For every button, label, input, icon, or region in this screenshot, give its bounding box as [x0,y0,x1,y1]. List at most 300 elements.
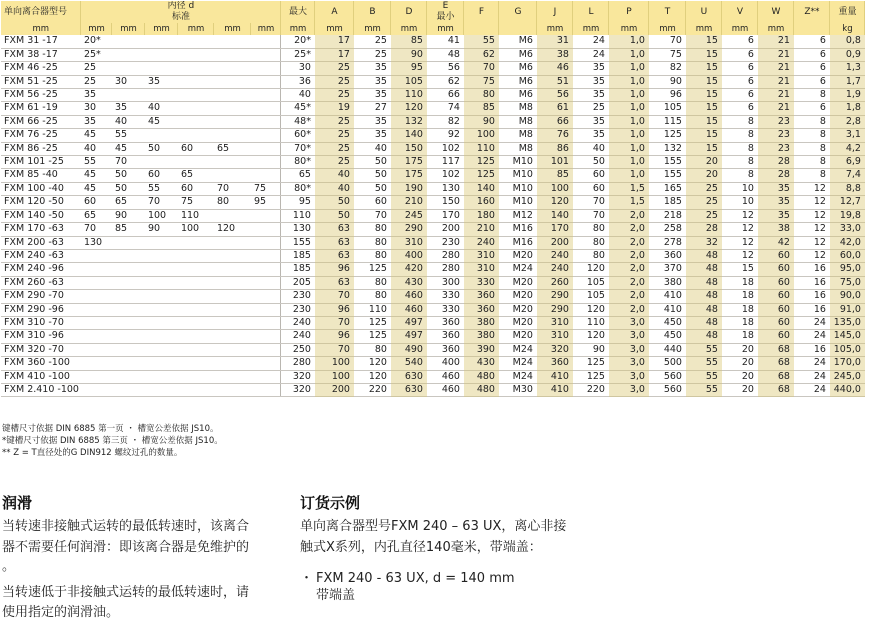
value-cell [251,169,281,182]
value-cell: 95 [251,196,281,209]
value-cell: 240 [537,249,573,262]
value-cell: 630 [391,383,427,396]
value-cell: 400 [391,249,427,262]
header-J: J [537,1,573,23]
value-cell [145,263,178,276]
value-cell: 56 [427,62,464,75]
model-cell: FXM 101 -25 [1,156,81,169]
value-cell: 35 [145,75,178,88]
value-cell: 15 [686,115,722,128]
value-cell: 140 [537,209,573,222]
value-cell: 10 [722,196,758,209]
table-row [1,223,865,236]
value-cell [251,263,281,276]
value-cell: 25 [686,196,722,209]
order-title: 订货示例 [300,494,361,512]
header-W: W [758,1,794,23]
unit-cell [794,23,830,35]
value-cell: 95 [391,62,427,75]
value-cell: 46 [537,62,573,75]
value-cell: 75 [178,196,214,209]
value-cell: 100 [145,209,178,222]
value-cell: 70 [464,62,499,75]
value-cell [112,316,145,329]
value-cell [251,115,281,128]
value-cell [214,290,251,303]
model-cell: FXM 360 -100 [1,357,81,370]
value-cell: 15 [722,263,758,276]
value-cell [178,330,214,343]
value-cell: 45* [281,102,315,115]
footnote-3: ** Z = T直径处的G DIN912 螺纹过孔的数量。 [2,448,183,458]
value-cell: 55 [686,383,722,396]
value-cell: 12,7 [830,196,865,209]
value-cell: 6 [722,75,758,88]
value-cell: 105 [573,276,609,289]
value-cell [112,276,145,289]
value-cell [214,102,251,115]
value-cell: 51 [537,75,573,88]
value-cell: 310 [537,330,573,343]
value-cell: 60* [281,129,315,142]
value-cell [214,115,251,128]
value-cell: 35 [354,75,391,88]
value-cell: 80 [354,236,391,249]
value-cell: 31 [537,35,573,48]
value-cell [178,48,214,61]
value-cell: 140 [391,129,427,142]
table-row [1,115,865,128]
value-cell [112,343,145,356]
value-cell: 80 [354,290,391,303]
value-cell: 60 [81,196,112,209]
value-cell: 320 [281,383,315,396]
unit-cell: mm [1,23,81,35]
value-cell: 20 [686,156,722,169]
table-row [1,62,865,75]
value-cell [251,290,281,303]
value-cell: 3,0 [609,343,649,356]
value-cell: 25* [81,48,112,61]
value-cell: 132 [391,115,427,128]
value-cell: 2,0 [609,249,649,262]
value-cell: 50 [354,156,391,169]
unit-cell: mm [609,23,649,35]
value-cell: 120 [537,196,573,209]
value-cell: 96 [315,303,354,316]
value-cell: 490 [391,343,427,356]
table-row [1,249,865,262]
value-cell: 25 [354,35,391,48]
value-cell: 16 [794,263,830,276]
value-cell: 76 [537,129,573,142]
value-cell: 85 [391,35,427,48]
value-cell: 35 [573,129,609,142]
value-cell: 460 [391,290,427,303]
value-cell: 60 [758,290,794,303]
value-cell: 70 [354,209,391,222]
value-cell [178,303,214,316]
value-cell: 3,0 [609,383,649,396]
value-cell: 480 [464,370,499,383]
value-cell: 90 [649,75,686,88]
value-cell: 65 [178,169,214,182]
value-cell: 560 [649,370,686,383]
value-cell: 130 [81,236,112,249]
model-cell: FXM 100 -40 [1,182,81,195]
table-row [1,75,865,88]
value-cell: 23 [758,129,794,142]
value-cell: 30 [112,75,145,88]
table-row [1,182,865,195]
value-cell: 12 [722,209,758,222]
value-cell: 1,7 [830,75,865,88]
value-cell: 2,0 [609,303,649,316]
value-cell: 25 [315,156,354,169]
value-cell: 200 [427,223,464,236]
value-cell: 185 [649,196,686,209]
value-cell: 0,9 [830,48,865,61]
value-cell: 125 [464,169,499,182]
header-U: U [686,1,722,23]
value-cell: 50 [145,142,178,155]
value-cell [214,330,251,343]
value-cell: 1,8 [830,102,865,115]
value-cell [251,129,281,142]
value-cell [178,290,214,303]
value-cell [214,263,251,276]
table-row [1,276,865,289]
value-cell: 110 [281,209,315,222]
value-cell: 68 [758,370,794,383]
value-cell: 1,0 [609,102,649,115]
value-cell [251,223,281,236]
value-cell: 50 [112,169,145,182]
value-cell [251,343,281,356]
value-cell: 20 [722,343,758,356]
value-cell [112,303,145,316]
value-cell [112,383,145,396]
value-cell: 1,0 [609,62,649,75]
value-cell: 1,0 [609,89,649,102]
footnote-1: 键槽尺寸依据 DIN 6885 第一页 ・ 槽宽公差依据 JS10。 [2,424,219,434]
value-cell: M24 [499,357,537,370]
value-cell: 55 [686,343,722,356]
value-cell: 17 [315,48,354,61]
header-max: 最大 [281,1,315,23]
value-cell: 170,0 [830,357,865,370]
value-cell: 400 [427,357,464,370]
value-cell: 240 [537,263,573,276]
value-cell [214,370,251,383]
value-cell [81,263,112,276]
value-cell: 25 [81,62,112,75]
unit-cell: mm [315,23,354,35]
value-cell: 8 [794,115,830,128]
table-row [1,316,865,329]
value-cell [81,249,112,262]
value-cell: 70 [573,196,609,209]
value-cell [145,62,178,75]
table-row [1,169,865,182]
value-cell [112,290,145,303]
value-cell: 60 [573,169,609,182]
value-cell: 60 [354,196,391,209]
value-cell: 360 [537,357,573,370]
value-cell: 25 [315,62,354,75]
value-cell: 40 [315,169,354,182]
value-cell: 55 [686,357,722,370]
value-cell: 430 [464,357,499,370]
value-cell: M20 [499,316,537,329]
value-cell: 60 [178,142,214,155]
value-cell: 63 [315,223,354,236]
unit-cell: mm [573,23,609,35]
value-cell: 190 [391,182,427,195]
value-cell: 110 [573,316,609,329]
value-cell: 310 [391,236,427,249]
value-cell: 1,5 [609,196,649,209]
value-cell: 60 [758,249,794,262]
value-cell [178,343,214,356]
value-cell: 6 [722,89,758,102]
value-cell: 3,0 [609,370,649,383]
value-cell: 320 [537,343,573,356]
header-P: P [609,1,649,23]
value-cell: 130 [281,223,315,236]
value-cell: M24 [499,370,537,383]
value-cell [214,343,251,356]
value-cell: M6 [499,48,537,61]
table-row [1,35,865,48]
value-cell: 96 [315,330,354,343]
value-cell: 360 [464,290,499,303]
value-cell: 65 [214,142,251,155]
header-B: B [354,1,391,23]
value-cell: 8 [794,142,830,155]
value-cell [214,236,251,249]
value-cell: 24 [794,370,830,383]
value-cell: 1,5 [609,182,649,195]
value-cell: 32 [686,236,722,249]
value-cell: 85 [112,223,145,236]
value-cell [251,316,281,329]
value-cell: 35 [112,102,145,115]
value-cell: 92 [427,129,464,142]
value-cell: 40 [315,182,354,195]
unit-cell: mm [178,23,214,35]
value-cell: 16 [794,290,830,303]
value-cell: 25 [686,209,722,222]
value-cell: 102 [427,169,464,182]
model-cell: FXM 290 -70 [1,290,81,303]
value-cell: M8 [499,142,537,155]
header-V: V [722,1,758,23]
value-cell: 12 [794,223,830,236]
value-cell: 21 [758,89,794,102]
value-cell: 16 [794,303,830,316]
lubrication-p2-line1: 当转速低于非接触式运转的最低转速时，请 [2,585,250,600]
value-cell [145,330,178,343]
unit-cell: mm [251,23,281,35]
header-Z: Z** [794,1,830,23]
value-cell: 12 [794,182,830,195]
table-row [1,142,865,155]
value-cell [145,383,178,396]
value-cell: 15 [686,89,722,102]
value-cell: 40 [81,142,112,155]
value-cell: 220 [573,383,609,396]
value-cell: 90 [145,223,178,236]
value-cell: 280 [427,249,464,262]
value-cell [81,276,112,289]
value-cell: 63 [315,249,354,262]
value-cell: 117 [427,156,464,169]
value-cell: 90 [464,115,499,128]
value-cell: 110 [354,303,391,316]
model-cell: FXM 410 -100 [1,370,81,383]
header-E [427,1,464,23]
value-cell: 6 [794,102,830,115]
value-cell: 45 [81,182,112,195]
value-cell: 12 [722,223,758,236]
value-cell [251,102,281,115]
value-cell: 115 [649,115,686,128]
value-cell: 6 [722,102,758,115]
value-cell [112,35,145,48]
value-cell [81,383,112,396]
value-cell: 240 [281,316,315,329]
value-cell [251,142,281,155]
value-cell: 60 [758,303,794,316]
value-cell [178,89,214,102]
value-cell: 18 [722,290,758,303]
value-cell: 48 [686,290,722,303]
value-cell: 380 [464,316,499,329]
value-cell: 24 [794,330,830,343]
value-cell [251,236,281,249]
value-cell: 160 [464,196,499,209]
unit-cell: mm [145,23,178,35]
value-cell: 380 [464,330,499,343]
value-cell: 45 [145,115,178,128]
value-cell: 68 [758,343,794,356]
value-cell: 6 [794,48,830,61]
value-cell: 80 [573,249,609,262]
value-cell: 80 [573,236,609,249]
header-A: A [315,1,354,23]
model-cell: FXM 320 -70 [1,343,81,356]
value-cell: 8 [794,156,830,169]
value-cell: 450 [649,330,686,343]
model-cell: FXM 51 -25 [1,75,81,88]
table-row [1,383,865,396]
value-cell: 23 [758,142,794,155]
value-cell: 497 [391,330,427,343]
value-cell: 6 [794,62,830,75]
value-cell: 25 [315,115,354,128]
value-cell: 15 [686,62,722,75]
value-cell: 12 [722,249,758,262]
value-cell: 120 [573,330,609,343]
value-cell: 23 [758,115,794,128]
value-cell: 70 [315,316,354,329]
value-cell: 24 [794,383,830,396]
model-cell: FXM 66 -25 [1,115,81,128]
value-cell: 8 [722,156,758,169]
value-cell: 2,0 [609,276,649,289]
value-cell: 35 [354,129,391,142]
value-cell [251,303,281,316]
header-T: T [649,1,686,23]
value-cell: 95 [281,196,315,209]
value-cell: 410 [537,383,573,396]
value-cell: 70 [649,35,686,48]
value-cell: 30 [281,62,315,75]
value-cell: 2,0 [609,236,649,249]
table-row [1,370,865,383]
value-cell [81,316,112,329]
value-cell [251,89,281,102]
value-cell: 35 [354,115,391,128]
value-cell [214,75,251,88]
value-cell [178,357,214,370]
value-cell [145,290,178,303]
value-cell [214,209,251,222]
value-cell: 55 [81,156,112,169]
unit-cell: mm [214,23,251,35]
value-cell: 80 [354,343,391,356]
value-cell: 40 [112,115,145,128]
value-cell: 20 [722,357,758,370]
value-cell: 82 [649,62,686,75]
model-cell: FXM 86 -25 [1,142,81,155]
value-cell [145,343,178,356]
value-cell: M8 [499,115,537,128]
value-cell: 55 [112,129,145,142]
value-cell: M16 [499,223,537,236]
header-D: D [391,1,427,23]
value-cell: 35 [573,62,609,75]
value-cell: 102 [427,142,464,155]
value-cell: 28 [758,169,794,182]
value-cell: 560 [649,383,686,396]
value-cell: 1,0 [609,75,649,88]
value-cell: 8 [794,89,830,102]
table-row [1,89,865,102]
unit-cell-blank [499,23,537,35]
value-cell: 75,0 [830,276,865,289]
value-cell: 45 [81,129,112,142]
unit-cell [464,23,499,35]
value-cell: 360 [427,343,464,356]
value-cell: 120 [214,223,251,236]
value-cell: 145,0 [830,330,865,343]
units-row [1,23,865,35]
value-cell: 280 [281,357,315,370]
value-cell: 280 [427,263,464,276]
value-cell [214,156,251,169]
value-cell [178,370,214,383]
value-cell [145,236,178,249]
model-cell: FXM 200 -63 [1,236,81,249]
table-row [1,290,865,303]
value-cell [214,35,251,48]
model-cell: FXM 120 -50 [1,196,81,209]
value-cell [145,35,178,48]
value-cell: 20* [281,35,315,48]
value-cell: 370 [649,263,686,276]
